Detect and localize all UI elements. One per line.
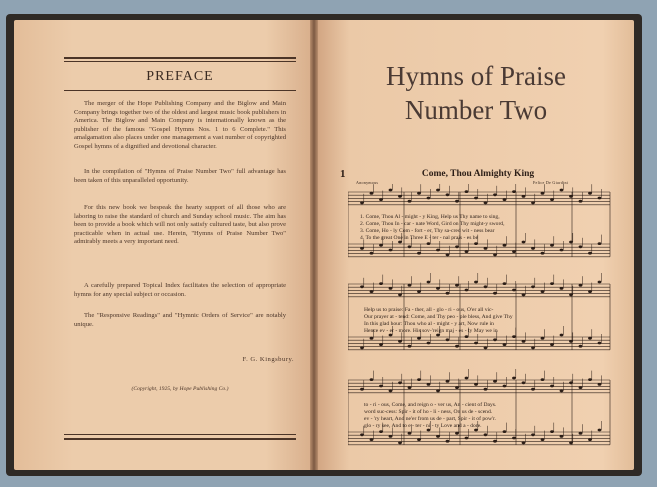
note-head (474, 342, 478, 345)
note-head (398, 441, 402, 444)
note-head (408, 386, 412, 389)
note-head (550, 244, 554, 247)
note-head (389, 249, 393, 252)
note-head (598, 242, 602, 245)
note-head (569, 381, 573, 384)
note-head (436, 389, 440, 392)
note-head (503, 244, 507, 247)
note-head (474, 429, 478, 432)
note-head (569, 293, 573, 296)
note-head (493, 338, 497, 341)
note-head (465, 335, 469, 338)
note-head (398, 381, 402, 384)
note-head (560, 389, 564, 392)
note-head (427, 281, 431, 284)
note-head (427, 342, 431, 345)
lyricist-credit: Anonymous (356, 180, 379, 185)
note-head (512, 289, 516, 292)
note-head (427, 197, 431, 200)
composer-credit: Felice De Giardini (533, 180, 569, 185)
note-head (360, 285, 364, 288)
lyric-line: 4. To the great One in Three E - ter - nal prais - es be (360, 235, 479, 241)
note-head (541, 290, 545, 293)
note-head (550, 198, 554, 201)
note-head (503, 430, 507, 433)
lyric-line: word suc-cess: Spir - it of ho - li - ness, On us de - scend. (364, 409, 493, 415)
note-head (512, 190, 516, 193)
note-head (531, 346, 535, 349)
note-head (598, 342, 602, 345)
note-head (560, 189, 564, 192)
note-head (408, 432, 412, 435)
note-head (389, 435, 393, 438)
note-head (569, 340, 573, 343)
note-head (379, 244, 383, 247)
note-head (436, 435, 440, 438)
note-head (417, 438, 421, 441)
note-head (379, 198, 383, 201)
note-head (474, 383, 478, 386)
note-head (417, 192, 421, 195)
note-head (455, 386, 459, 389)
note-head (550, 343, 554, 346)
note-head (446, 193, 450, 196)
note-head (417, 290, 421, 293)
preface-paragraph-1: The merger of the Hope Publishing Company and the Biglow and Main Company brings together two of the oldest and largest music book publishers in America. The Biglow and Main Company is internationally known as the publisher of the famous "Gospel Hymns Nos. 1 to 6 Complete." This amalgamation also places under one management a vast number of copyrighted Gospel hymns of a dignified and devotional character. (74, 100, 286, 150)
note-head (455, 345, 459, 348)
note-head (427, 383, 431, 386)
note-head (588, 252, 592, 255)
note-head (427, 429, 431, 432)
note-head (560, 249, 564, 252)
note-head (512, 377, 516, 380)
note-head (493, 440, 497, 443)
note-head (389, 389, 393, 392)
note-head (579, 200, 583, 203)
note-head (398, 293, 402, 296)
note-head (465, 289, 469, 292)
note-head (598, 429, 602, 432)
note-head (484, 285, 488, 288)
heading-rule (64, 90, 296, 91)
note-head (503, 198, 507, 201)
note-head (370, 192, 374, 195)
note-head (569, 441, 573, 444)
note-head (579, 345, 583, 348)
note-head (398, 241, 402, 244)
note-head (465, 190, 469, 193)
preface-paragraph-2: In the compilation of "Hymns of Praise Number Two" full advantage has been taken of this unparalleled opportunity. (74, 168, 286, 184)
note-head (360, 201, 364, 204)
top-rule (64, 57, 296, 59)
note-head (560, 287, 564, 290)
note-head (579, 245, 583, 248)
note-head (417, 252, 421, 255)
note-head (379, 430, 383, 433)
note-head (512, 250, 516, 253)
note-head (493, 193, 497, 196)
note-head (531, 433, 535, 436)
note-head (427, 242, 431, 245)
lyric-line: ev - 'ry heart, And ne'er from us de - part, Spir - it of pow'r. (364, 416, 496, 422)
lyric-line: Our prayer at - tend: Come, and Thy peo - ple bless, And give Thy (364, 314, 513, 320)
note-head (436, 249, 440, 252)
note-head (493, 380, 497, 383)
note-head (522, 441, 526, 444)
book-title-line-1: Hymns of Praise (386, 61, 566, 91)
lyric-line: Help us to praise: Fa - ther, all - glo - ri - ous, O'er all vic- (364, 307, 494, 313)
note-head (370, 337, 374, 340)
note-head (588, 438, 592, 441)
note-head (522, 381, 526, 384)
preface-paragraph-4: A carefully prepared Topical Index facilitates the selection of appropriate hymns for any special subject or occasion. (74, 282, 286, 298)
hymn-page (318, 20, 634, 470)
note-head (588, 290, 592, 293)
note-head (531, 388, 535, 391)
note-head (579, 386, 583, 389)
copyright-notice: (Copyright, 1925, by Hope Publishing Co.) (131, 386, 229, 392)
note-head (408, 200, 412, 203)
note-head (493, 253, 497, 256)
note-head (370, 290, 374, 293)
note-head (560, 334, 564, 337)
note-head (512, 437, 516, 440)
note-head (550, 430, 554, 433)
book-gutter (310, 20, 318, 470)
note-head (531, 247, 535, 250)
note-head (389, 287, 393, 290)
note-head (417, 337, 421, 340)
book-title-line-2: Number Two (404, 95, 548, 125)
note-head (531, 285, 535, 288)
note-head (455, 284, 459, 287)
note-head (446, 440, 450, 443)
note-head (588, 337, 592, 340)
bottom-rule (64, 438, 296, 440)
note-head (436, 287, 440, 290)
top-rule-thin (64, 61, 296, 62)
note-head (408, 245, 412, 248)
preface-paragraph-5: The "Responsive Readings" and "Hymnic Orders of Service" are notably unique. (74, 312, 286, 328)
note-head (436, 334, 440, 337)
lyric-line: glo - ry see, And to e - ter - ni - ty Love and a - dore. (364, 423, 482, 429)
note-head (379, 343, 383, 346)
note-head (588, 192, 592, 195)
lyric-line: 2. Come, Thou In - car - nate Word, Gird on Thy might-y sword, (360, 221, 505, 227)
note-head (541, 378, 545, 381)
note-head (436, 189, 440, 192)
note-head (503, 343, 507, 346)
note-head (588, 378, 592, 381)
preface-page (14, 20, 310, 470)
lyric-line: 3. Come, Ho - ly Com - fort - er, Thy sa-cred wit - ness bear (360, 228, 495, 234)
lyric-line: Hence ev - er - more. His sov-'reign maj - es - ty May we in (364, 328, 498, 334)
note-head (408, 284, 412, 287)
note-head (455, 200, 459, 203)
note-head (379, 385, 383, 388)
note-head (398, 195, 402, 198)
note-head (598, 197, 602, 200)
note-head (569, 195, 573, 198)
note-head (484, 388, 488, 391)
lyric-line: 1. Come, Thou Al - might - y King, Help us Thy name to sing, (360, 214, 500, 220)
note-head (446, 253, 450, 256)
note-head (465, 377, 469, 380)
note-head (579, 432, 583, 435)
note-head (389, 334, 393, 337)
note-head (560, 435, 564, 438)
note-head (550, 282, 554, 285)
note-head (598, 383, 602, 386)
note-head (455, 245, 459, 248)
note-head (389, 189, 393, 192)
preface-paragraph-3: For this new book we bespeak the hearty support of all those who are laboring to raise the standard of church and Sunday school music. The aim has been to provide a book which will not only satisfy cultured taste, but also prove practicable when in actual use. Herein, "Hymns of Praise Number Two" admirably meets a very important need. (74, 204, 286, 246)
note-head (541, 192, 545, 195)
note-head (446, 292, 450, 295)
note-head (579, 284, 583, 287)
note-head (474, 197, 478, 200)
note-head (522, 340, 526, 343)
note-head (360, 433, 364, 436)
hymn-title: Come, Thou Almighty King (421, 169, 535, 179)
lyric-line: In this glad hour: Thou who al - might - y art, Now rule in (364, 321, 494, 327)
note-head (598, 281, 602, 284)
note-head (569, 241, 573, 244)
note-head (522, 241, 526, 244)
note-head (360, 247, 364, 250)
note-head (370, 378, 374, 381)
note-head (417, 378, 421, 381)
note-head (360, 388, 364, 391)
note-head (484, 346, 488, 349)
note-head (503, 282, 507, 285)
bottom-rule-thin (64, 434, 296, 435)
note-head (541, 438, 545, 441)
preface-heading: PREFACE (146, 69, 214, 84)
note-head (455, 432, 459, 435)
note-head (522, 195, 526, 198)
note-head (474, 281, 478, 284)
note-head (512, 335, 516, 338)
note-head (379, 282, 383, 285)
hymn-number: 1 (340, 168, 346, 180)
note-head (446, 380, 450, 383)
note-head (484, 201, 488, 204)
note-head (446, 338, 450, 341)
note-head (398, 340, 402, 343)
note-head (541, 337, 545, 340)
note-head (531, 201, 535, 204)
note-head (474, 242, 478, 245)
note-head (370, 252, 374, 255)
note-head (484, 247, 488, 250)
note-head (484, 433, 488, 436)
note-head (408, 345, 412, 348)
note-head (493, 292, 497, 295)
note-head (465, 437, 469, 440)
signature: F. G. Kingsbury. (242, 356, 294, 363)
note-head (541, 252, 545, 255)
note-head (360, 346, 364, 349)
note-head (503, 385, 507, 388)
note-head (522, 293, 526, 296)
note-head (550, 385, 554, 388)
lyric-line: to - ri - ous, Come, and reign o - ver us, An - cient of Days. (364, 402, 497, 408)
note-head (370, 438, 374, 441)
note-head (465, 250, 469, 253)
